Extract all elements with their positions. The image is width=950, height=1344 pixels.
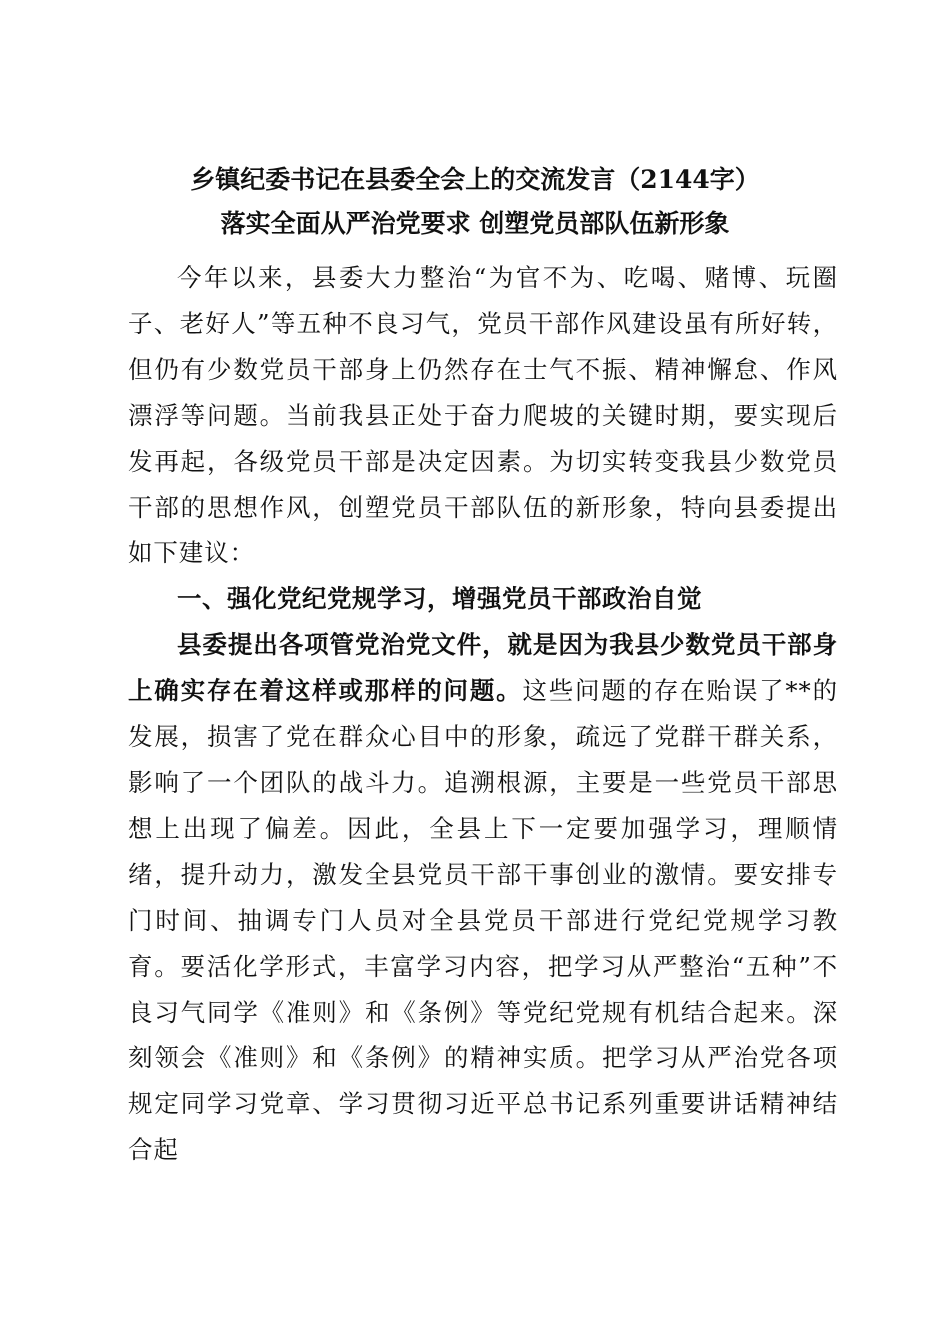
section-heading: 一、强化党纪党规学习，增强党员干部政治自觉 <box>177 584 702 614</box>
intro-paragraph: 今年以来，县委大力整治“为官不为、吃喝、赌博、玩圈子、老好人”等五种不良习气，党员干部作风建设虽有所好转，但仍有少数党员干部身上仍然存在士气不振、精神懈怠、作风漂浮等问题。当前我县正处于奋力爬坡的关键时期，要实现后发再起，各级党员干部是决定因素。为切实转变我县少数党员干部的思想作风，创塑党员干部队伍的新形象，特向县委提出如下建议： <box>128 263 838 568</box>
section-paragraph <box>128 622 838 1173</box>
document-subtitle: 落实全面从严治党要求 创塑党员部队伍新形象 <box>220 209 730 238</box>
document-body <box>128 255 838 1173</box>
section-lead-sentence: 县委提出各项管党治党文件，就是因为我县少数党员干部身上确实存在着这样或那样的问题。 <box>128 630 838 706</box>
document-title: 乡镇纪委书记在县委全会上的交流发言（2144字） <box>190 165 760 194</box>
section-body-text: 这些问题的存在贻误了**的发展，损害了党在群众心目中的形象，疏远了党群干群关系，影响了一个团队的战斗力。追溯根源，主要是一些党员干部思想上出现了偏差。因此，全县上下一定要加强学习，理顺情绪，提升动力，激发全县党员干部干事创业的激情。要安排专门时间、抽调专门人员对全县党员干部进行党纪党规学习教育。要活化学形式，丰富学习内容，把学习从严整治“五种”不良习气同学《准则》和《条例》等党纪党规有机结合起来。深刻领会《准则》和《条例》的精神实质。把学习从严治党各项规定同学习党章、学习贯彻习近平总书记系列重要讲话精神结合起 <box>128 676 839 1165</box>
